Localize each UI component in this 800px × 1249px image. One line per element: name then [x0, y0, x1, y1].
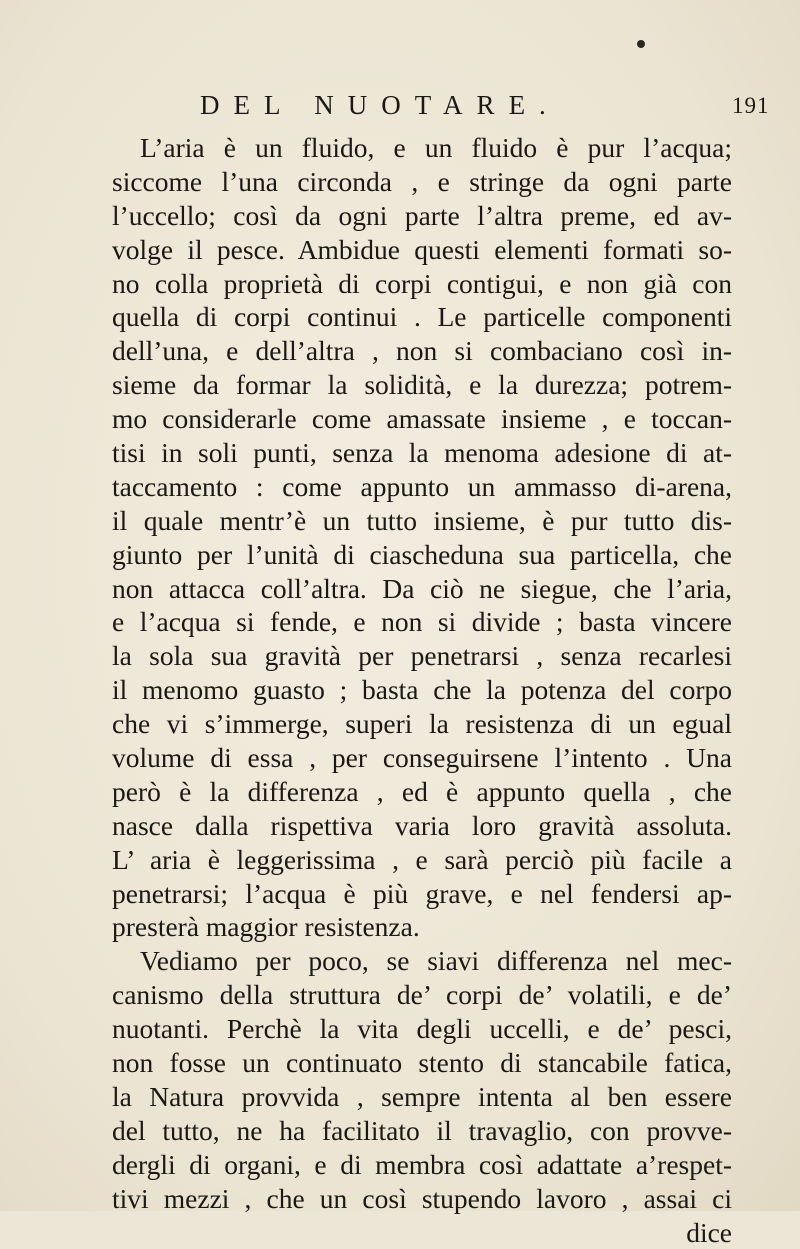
- text-line: però è la differenza , ed è appunto quella , che: [112, 775, 732, 809]
- text-line: presterà maggior resistenza.: [112, 910, 732, 944]
- text-line: volume di essa , per conseguirsene l’intento . Una: [112, 741, 732, 775]
- text-line: Vediamo per poco, se siavi differenza nel mec-: [112, 944, 732, 978]
- text-line: tisi in soli punti, senza la menoma adesione di at-: [112, 436, 732, 470]
- ink-spot: [637, 40, 645, 48]
- text-line: nuotanti. Perchè la vita degli uccelli, e de’ pesci,: [112, 1012, 732, 1046]
- text-line: penetrarsi; l’acqua è più grave, e nel fendersi ap-: [112, 877, 732, 911]
- text-line: mo considerarle come amassate insieme , e toccan-: [112, 402, 732, 436]
- text-line: la sola sua gravità per penetrarsi , senza recarlesi: [112, 639, 732, 673]
- text-line: del tutto, ne ha facilitato il travaglio, con provve-: [112, 1114, 732, 1148]
- text-line: nasce dalla rispettiva varia loro gravità assoluta.: [112, 809, 732, 843]
- text-line: volge il pesce. Ambidue questi elementi formati so-: [112, 233, 732, 267]
- body-text: [112, 131, 732, 1249]
- text-line: siccome l’una circonda , e stringe da ogni parte: [112, 165, 732, 199]
- text-line: tivi mezzi , che un così stupendo lavoro , assai ci: [112, 1182, 732, 1216]
- text-line: e l’acqua si fende, e non si divide ; basta vincere: [112, 605, 732, 639]
- text-line: non attacca coll’altra. Da ciò ne siegue, che l’aria,: [112, 572, 732, 606]
- text-line: giunto per l’unità di ciascheduna sua particella, che: [112, 538, 732, 572]
- text-line: dell’una, e dell’altra , non si combaciano così in-: [112, 334, 732, 368]
- text-line: non fosse un continuato stento di stancabile fatica,: [112, 1046, 732, 1080]
- text-line: L’ aria è leggerissima , e sarà perciò più facile a: [112, 843, 732, 877]
- running-head: DEL NUOTARE.: [200, 90, 560, 121]
- text-line: taccamento : come appunto un ammasso di-arena,: [112, 470, 732, 504]
- text-line: dergli di organi, e di membra così adattate a’respet-: [112, 1148, 732, 1182]
- text-line: canismo della struttura de’ corpi de’ volatili, e de’: [112, 978, 732, 1012]
- text-line: sieme da formar la solidità, e la durezza; potrem-: [112, 368, 732, 402]
- text-line: il menomo guasto ; basta che la potenza del corpo: [112, 673, 732, 707]
- text-line: la Natura provvida , sempre intenta al ben essere: [112, 1080, 732, 1114]
- text-line: quella di corpi continui . Le particelle componenti: [112, 300, 732, 334]
- text-line: che vi s’immerge, superi la resistenza di un egual: [112, 707, 732, 741]
- catchword: dice: [112, 1216, 732, 1249]
- text-line: no colla proprietà di corpi contigui, e non già con: [112, 267, 732, 301]
- text-line: l’uccello; così da ogni parte l’altra preme, ed av-: [112, 199, 732, 233]
- text-line: L’aria è un fluido, e un fluido è pur l’acqua;: [112, 131, 732, 165]
- page-number: 191: [732, 93, 770, 119]
- text-line: il quale mentr’è un tutto insieme, è pur tutto dis-: [112, 504, 732, 538]
